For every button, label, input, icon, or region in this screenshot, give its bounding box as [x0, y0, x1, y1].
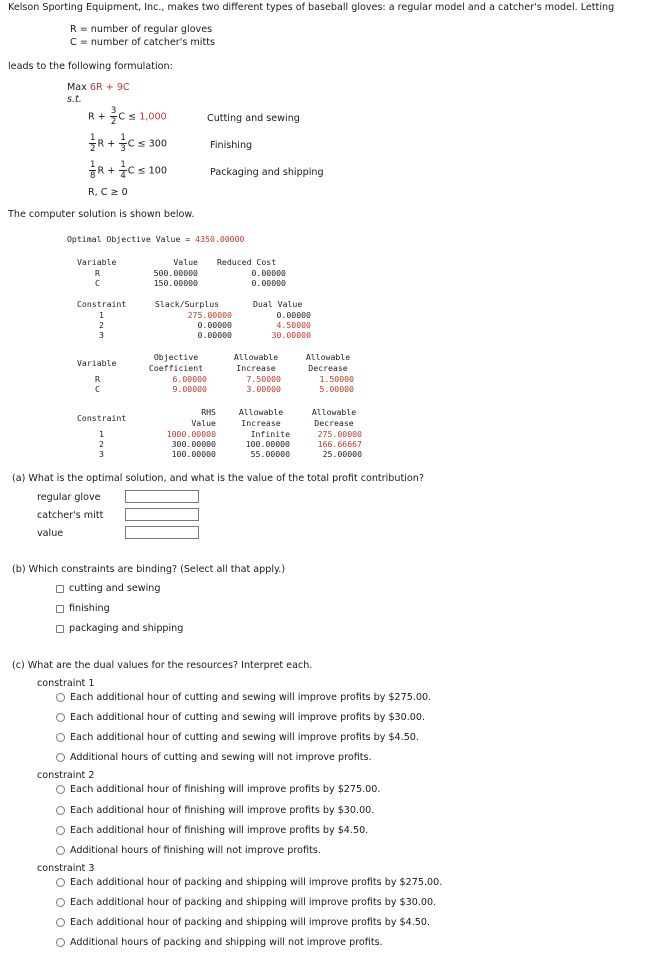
col-header: Value	[191, 418, 216, 428]
table-cell: Infinite	[250, 429, 290, 439]
table-cell: C	[95, 278, 100, 288]
table-cell: 25.00000	[322, 449, 362, 459]
table-cell: 2	[99, 439, 104, 449]
c2-option-4-radio[interactable]	[56, 846, 65, 855]
option-label: Each additional hour of cutting and sewing will improve profits by $275.00.	[70, 692, 432, 703]
table-cell: 275.00000	[187, 310, 232, 320]
table-cell: 3	[99, 330, 104, 340]
objective-expression: 6R + 9C	[89, 82, 130, 93]
optimal-objective-row: Optimal Objective Value = 4350.00000	[67, 234, 245, 244]
col-header: RHS	[201, 407, 216, 417]
formulation-constraint-2: $\frac{1}{2}$ R + $\frac{1}{3}$ C ≤ 300	[90, 133, 167, 154]
table-cell: 100.00000	[245, 439, 290, 449]
objective-row	[67, 82, 130, 93]
c3-option-1-radio[interactable]	[56, 878, 65, 887]
table-cell: 6.00000	[172, 374, 207, 384]
catchers-mitt-label: catcher's mitt	[37, 510, 104, 521]
question-b: (b) Which constraints are binding? (Select all that apply.)	[12, 564, 286, 575]
formulation-constraint-3: $\frac{1}{8}$ R + $\frac{1}{4}$ C ≤ 100	[90, 160, 167, 181]
computer-solution-text: The computer solution is shown below.	[8, 209, 195, 220]
col-header: Reduced Cost	[217, 257, 277, 267]
option-label: finishing	[69, 603, 110, 614]
c1-option-4-radio[interactable]	[56, 753, 65, 762]
option-label: Each additional hour of cutting and sewing will improve profits by $4.50.	[70, 732, 419, 743]
col-header: Slack/Surplus	[155, 299, 220, 309]
table-cell: 300.00000	[171, 439, 216, 449]
constraint-1-name: Cutting and sewing	[207, 113, 300, 124]
table-cell: 166.66667	[317, 439, 362, 449]
col-header: Coefficient	[148, 363, 204, 373]
table-cell: 1000.00000	[166, 429, 216, 439]
value-label: value	[37, 528, 64, 539]
option-label: Each additional hour of packing and shipping will improve profits by $275.00.	[70, 877, 443, 888]
table-cell: 1	[99, 429, 104, 439]
constraint-3-name: Packaging and shipping	[210, 167, 324, 178]
packaging-shipping-checkbox[interactable]	[56, 625, 64, 633]
table-cell: R	[95, 268, 100, 278]
table-cell: 0.00000	[197, 320, 232, 330]
col-header: Allowable	[238, 407, 284, 417]
col-header: Dual Value	[253, 299, 303, 309]
question-a: (a) What is the optimal solution, and what is the value of the total profit contribution?	[12, 473, 424, 484]
c2-option-1-radio[interactable]	[56, 785, 65, 794]
value-input[interactable]	[125, 526, 199, 539]
regular-glove-label: regular glove	[37, 492, 101, 503]
c3-option-2-radio[interactable]	[56, 898, 65, 907]
option-label: Additional hours of packing and shipping will not improve profits.	[70, 937, 383, 948]
option-label: Each additional hour of packing and shipping will improve profits by $4.50.	[70, 917, 431, 928]
option-label: Each additional hour of packing and shipping will improve profits by $30.00.	[70, 897, 437, 908]
c1-option-2-radio[interactable]	[56, 713, 65, 722]
c2-option-2-radio[interactable]	[56, 806, 65, 815]
leads-text: leads to the following formulation:	[8, 61, 173, 72]
col-header: Decrease	[314, 418, 354, 428]
problem-intro: Kelson Sporting Equipment, Inc., makes two different types of baseball gloves: a regular model and a catcher's model. Letting	[8, 2, 615, 13]
fraction: $\frac{1}{3}$	[120, 133, 126, 154]
definition-c: C = number of catcher's mitts	[70, 37, 215, 48]
fraction: $\frac{1}{2}$	[90, 133, 96, 154]
c3-option-3-radio[interactable]	[56, 918, 65, 927]
table-cell: 1	[99, 310, 104, 320]
col-header: Allowable	[311, 407, 357, 417]
c1-option-3-radio[interactable]	[56, 733, 65, 742]
col-header: Constraint	[77, 413, 127, 423]
table-cell: 30.00000	[271, 330, 311, 340]
nonnegativity: R, C ≥ 0	[88, 187, 128, 198]
fraction: $\frac{3}{2}$	[110, 106, 117, 127]
optimal-objective-value: 4350.00000	[195, 234, 245, 244]
col-header: Variable	[77, 358, 117, 368]
table-cell: 0.00000	[276, 310, 311, 320]
formulation-constraint-1: R + $\frac{3}{2}$ C ≤ 1,000	[88, 106, 167, 127]
c3-option-4-radio[interactable]	[56, 938, 65, 947]
table-cell: 150.00000	[153, 278, 198, 288]
table-cell: 0.00000	[197, 330, 232, 340]
col-header: Allowable	[305, 352, 351, 362]
col-header: Increase	[241, 418, 281, 428]
option-label: packaging and shipping	[69, 623, 184, 634]
definition-r: R = number of regular gloves	[70, 24, 213, 35]
constraint-1-label: constraint 1	[37, 678, 95, 689]
table-cell: C	[95, 384, 100, 394]
subject-to-label: s.t.	[67, 94, 82, 105]
col-header: Value	[173, 257, 198, 267]
col-header: Allowable	[233, 352, 279, 362]
question-c: (c) What are the dual values for the resources? Interpret each.	[12, 660, 313, 671]
col-header: Increase	[236, 363, 276, 373]
max-label: Max	[67, 82, 87, 93]
constraint-3-label: constraint 3	[37, 863, 95, 874]
table-cell: 100.00000	[171, 449, 216, 459]
table-cell: 500.00000	[153, 268, 198, 278]
table-cell: 0.00000	[251, 268, 286, 278]
fraction: $\frac{1}{4}$	[120, 160, 126, 181]
col-header: Variable	[77, 257, 117, 267]
option-label: Each additional hour of cutting and sewing will improve profits by $30.00.	[70, 712, 426, 723]
regular-glove-input[interactable]	[125, 490, 199, 503]
table-cell: 9.00000	[172, 384, 207, 394]
table-cell: 3.00000	[246, 384, 281, 394]
table-cell: 4.50000	[276, 320, 311, 330]
c2-option-3-radio[interactable]	[56, 826, 65, 835]
table-cell: 3	[99, 449, 104, 459]
table-cell: R	[95, 374, 100, 384]
option-label: cutting and sewing	[69, 583, 161, 594]
option-label: Additional hours of cutting and sewing will not improve profits.	[70, 752, 372, 763]
option-label: Each additional hour of finishing will improve profits by $4.50.	[70, 825, 369, 836]
option-label: Each additional hour of finishing will improve profits by $30.00.	[70, 805, 375, 816]
finishing-checkbox[interactable]	[56, 605, 64, 613]
col-header: Constraint	[77, 299, 127, 309]
table-cell: 2	[99, 320, 104, 330]
table-cell: 7.50000	[246, 374, 281, 384]
option-label: Additional hours of finishing will not improve profits.	[70, 845, 321, 856]
col-header: Objective	[153, 352, 199, 362]
constraint-2-label: constraint 2	[37, 770, 95, 781]
constraint-2-name: Finishing	[210, 140, 253, 151]
table-cell: 1.50000	[319, 374, 354, 384]
c1-option-1-radio[interactable]	[56, 693, 65, 702]
table-cell: 5.00000	[319, 384, 354, 394]
table-cell: 275.00000	[317, 429, 362, 439]
option-label: Each additional hour of finishing will improve profits by $275.00.	[70, 784, 381, 795]
table-cell: 0.00000	[251, 278, 286, 288]
cutting-sewing-checkbox[interactable]	[56, 585, 64, 593]
fraction: $\frac{1}{8}$	[90, 160, 96, 181]
table-cell: 55.00000	[250, 449, 290, 459]
catchers-mitt-input[interactable]	[125, 508, 199, 521]
col-header: Decrease	[308, 363, 348, 373]
